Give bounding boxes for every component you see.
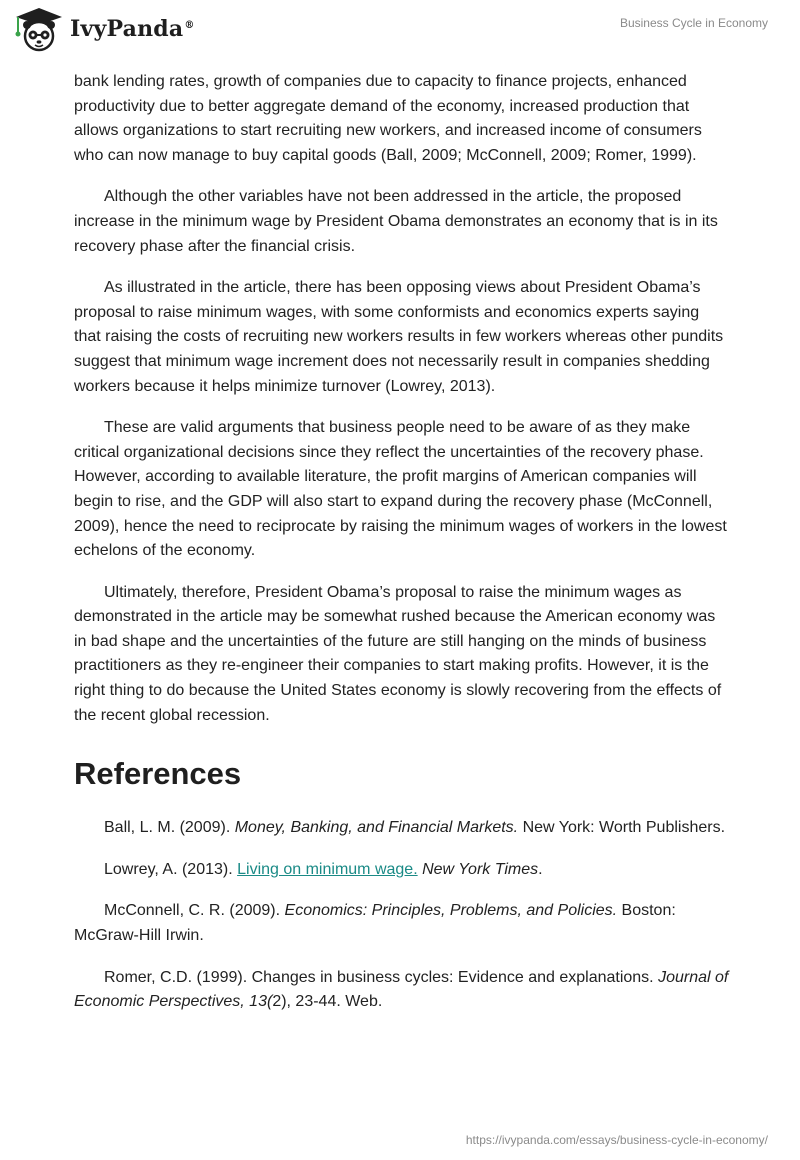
reference-mcconnell: McConnell, C. R. (2009). Economics: Principles, Problems, and Policies. Boston: McGraw-Hill Irwin.: [74, 902, 676, 945]
reference-romer: Romer, C.D. (1999). Changes in business cycles: Evidence and explanations. Journal of Economic Perspectives, 13(2), 23-44. Web.: [74, 968, 729, 1011]
brand-name: IvyPanda®: [70, 16, 195, 42]
reference-lowrey: Lowrey, A. (2013). Living on minimum wage. New York Times.: [104, 860, 543, 878]
paragraph-2: Although the other variables have not been addressed in the article, the proposed increase in the minimum wage by President Obama demonstrates an economy that is in its recovery phase after the financial crisis.: [74, 188, 718, 255]
page-header: [0, 0, 800, 60]
document-title: Business Cycle in Economy: [619, 16, 768, 30]
ivypanda-logo[interactable]: [14, 6, 195, 52]
paragraph-5: Ultimately, therefore, President Obama’s proposal to raise the minimum wages as demonstrated in the article may be somewhat rushed because the American economy was in bad shape and the uncertainties of the future are still hanging on the minds of business practitioners as they re-engineer their companies to start making profits. However, it is the right thing to do because the United States economy is slowly recovering from the effects of the recent global recession.: [74, 583, 722, 724]
reference-link-lowrey[interactable]: Living on minimum wage.: [237, 860, 418, 878]
reference-ball: Ball, L. M. (2009). Money, Banking, and Financial Markets. New York: Worth Publishers.: [104, 819, 726, 837]
article-body: [74, 70, 730, 1032]
paragraph-4: These are valid arguments that business people need to be aware of as they make critical organizational decisions since they reflect the uncertainties of the recovery phase. However, according to available literature, the profit margins of American companies will begin to rise, and the GDP will also start to expand during the recovery phase (McConnell, 2009), hence the need to reciprocate by raising the minimum wages of workers in the lowest echelons of the economy.: [74, 419, 727, 560]
paragraph-1: bank lending rates, growth of companies due to capacity to finance projects, enhanced productivity due to better aggregate demand of the economy, increased production that allows organizations to start recruiting new workers, and increased income of consumers who can now manage to buy capital goods (Ball, 2009; McConnell, 2009; Romer, 1999).: [74, 73, 702, 164]
paragraph-3: As illustrated in the article, there has been opposing views about President Obama’s proposal to raise minimum wages, with some conformists and economics experts saying that raising the costs of recruiting new workers results in few workers whereas other pundits suggest that minimum wage increment does not necessarily result in companies shedding workers because it helps minimize turnover (Lowrey, 2013).: [74, 279, 724, 395]
references-heading: References: [74, 756, 242, 792]
panda-graduate-icon: [14, 6, 64, 52]
footer-url: https://ivypanda.com/essays/business-cycle-in-economy/: [465, 1133, 768, 1147]
